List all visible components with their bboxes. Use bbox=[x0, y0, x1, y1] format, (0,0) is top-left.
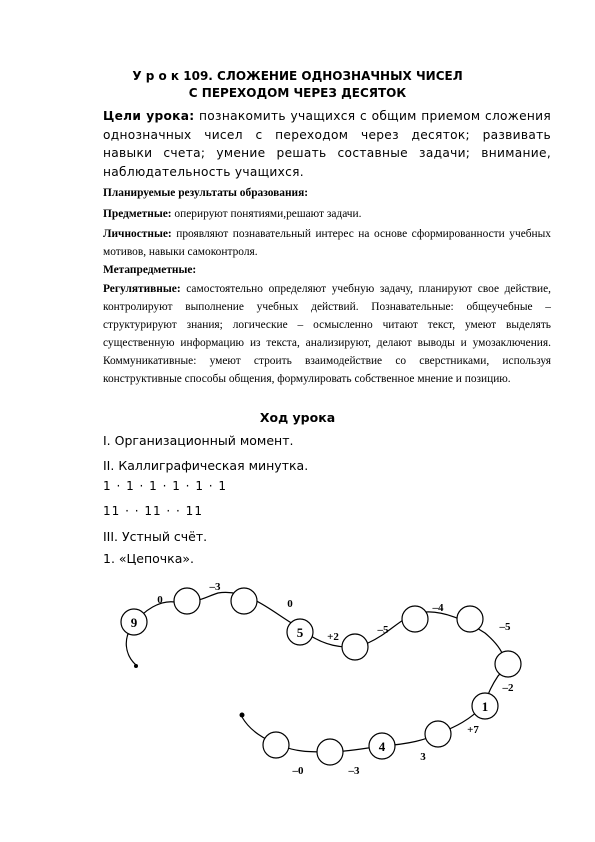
chain-end-dot bbox=[134, 664, 138, 668]
chain-circle-empty bbox=[342, 634, 368, 660]
chain-label: –4 bbox=[432, 602, 444, 614]
goals-label: Цели урока: bbox=[103, 109, 195, 123]
number-chain-diagram bbox=[0, 570, 595, 790]
personal-text: проявляют познавательный интерес на основе сформированности учебных мотивов, навыки самоконтроля. bbox=[103, 228, 551, 258]
lesson-flow-heading: Ход урока bbox=[259, 410, 336, 425]
results-heading-text: Планируемые результаты образования: bbox=[103, 187, 309, 199]
calligraphy-sequence-2: 11 · · 11 · · 11 bbox=[103, 504, 203, 518]
chain-circle-1 bbox=[472, 693, 498, 719]
lesson-goals bbox=[103, 107, 551, 181]
chain-label: 3 bbox=[420, 751, 426, 763]
svg-text:5: 5 bbox=[296, 625, 304, 640]
chain-circle-4 bbox=[369, 733, 395, 759]
chain-label: –3 bbox=[209, 581, 221, 593]
personal-results bbox=[103, 225, 551, 261]
subject-results bbox=[103, 205, 551, 223]
personal-label: Личностные: bbox=[103, 228, 172, 240]
chain-circle-empty bbox=[457, 606, 483, 632]
section-1-heading: I. Организационный момент. bbox=[103, 433, 294, 448]
section-2-heading: II. Каллиграфическая минутка. bbox=[103, 458, 309, 473]
svg-text:1: 1 bbox=[481, 699, 489, 714]
svg-text:9: 9 bbox=[130, 615, 138, 630]
chain-label: 0 bbox=[287, 598, 293, 610]
chain-circle-empty bbox=[263, 732, 289, 758]
chain-circle-9 bbox=[121, 609, 147, 635]
chain-circle-5 bbox=[287, 619, 313, 645]
chain-label: +7 bbox=[467, 724, 479, 736]
lesson-title-line-1: У р о к 109. СЛОЖЕНИЕ ОДНОЗНАЧНЫХ ЧИСЕЛ bbox=[132, 69, 463, 83]
meta-results-heading bbox=[103, 261, 551, 279]
chain-label: –5 bbox=[499, 621, 511, 633]
lesson-title-line-2: С ПЕРЕХОДОМ ЧЕРЕЗ ДЕСЯТОК bbox=[188, 86, 407, 100]
meta-label: Метапредметные: bbox=[103, 264, 197, 276]
subject-label: Предметные: bbox=[103, 208, 172, 220]
calligraphy-sequence-1: 1 · 1 · 1 · 1 · 1 · 1 bbox=[103, 479, 228, 493]
chain-circle-empty bbox=[174, 588, 200, 614]
subject-text: оперируют понятиями,решают задачи. bbox=[171, 208, 362, 220]
svg-text:4: 4 bbox=[378, 739, 386, 754]
regulative-text: самостоятельно определяют учебную задачу, планируют свое действие, контролируют выполнение учебных действий. Познавательные: общеучебные – структурируют знания; логические – осмысленно читают текст, умеют выделять существенную информацию из текста, анализируют, делают выводы и умозаключения. Коммуникативные: умеют строить взаимодействие со сверстниками, используя конструктивные способы общения, формулировать собственное мнение и позицию. bbox=[103, 283, 551, 385]
regulative-results bbox=[103, 280, 551, 388]
chain-label: –2 bbox=[502, 682, 514, 694]
chain-label: 0 bbox=[157, 594, 163, 606]
chain-exercise-heading: 1. «Цепочка». bbox=[103, 551, 194, 566]
chain-circle-empty bbox=[425, 721, 451, 747]
regulative-label: Регулятивные: bbox=[103, 283, 181, 295]
chain-start-dot bbox=[240, 713, 245, 718]
chain-label: –3 bbox=[348, 765, 360, 777]
results-heading bbox=[103, 184, 551, 202]
chain-circle-empty bbox=[402, 606, 428, 632]
chain-circle-empty bbox=[317, 739, 343, 765]
chain-circle-empty bbox=[495, 651, 521, 677]
goals-text: познакомить учащихся с общим приемом сложения однозначных чисел с переходом через десяток; развивать навыки счета; умение решать составные задачи; внимание, наблюдательность учащихся. bbox=[103, 109, 551, 179]
chain-label: –0 bbox=[292, 765, 304, 777]
chain-label: +2 bbox=[327, 631, 339, 643]
chain-label: –5 bbox=[377, 624, 389, 636]
section-3-heading: III. Устный счёт. bbox=[103, 529, 208, 544]
chain-circle-empty bbox=[231, 588, 257, 614]
